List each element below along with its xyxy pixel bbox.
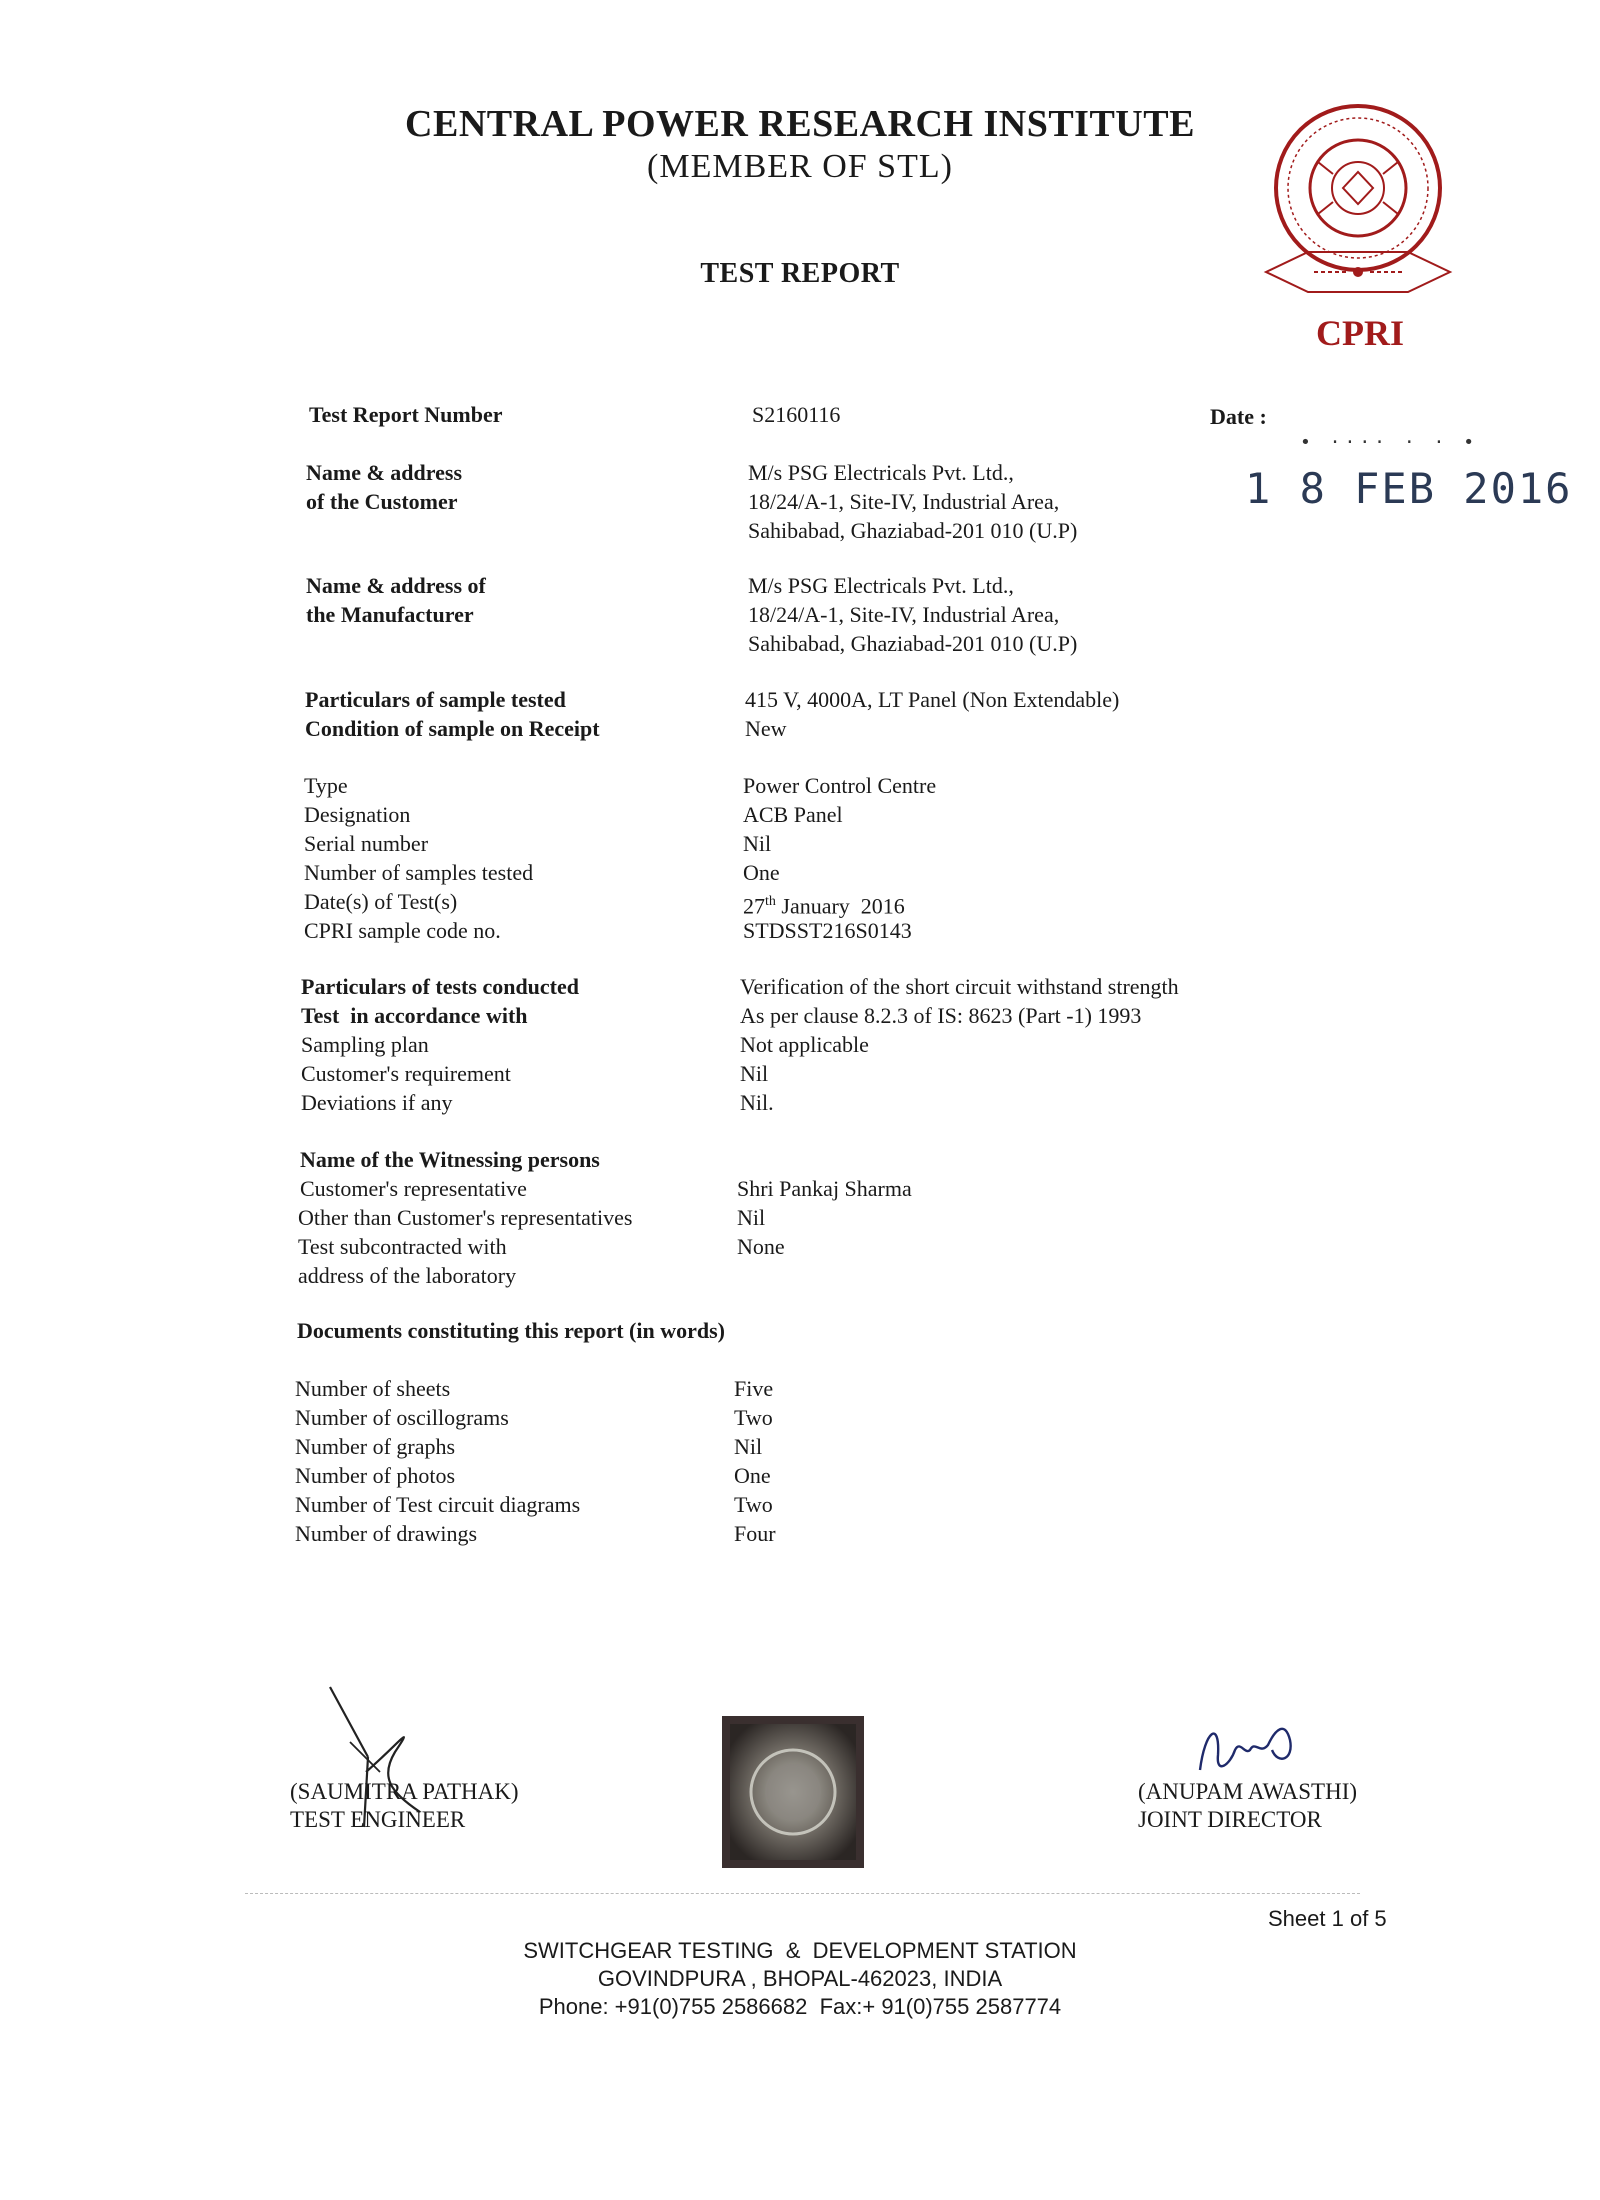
- graphs-value: Nil: [734, 1434, 763, 1459]
- condition-value: New: [745, 716, 787, 741]
- footer-divider: [245, 1893, 1360, 1894]
- member-subtitle: (MEMBER OF STL): [647, 148, 953, 185]
- joint-director-name: (ANUPAM AWASTHI): [1138, 1779, 1358, 1804]
- designation-label: Designation: [304, 802, 411, 827]
- tests-conducted-value: Verification of the short circuit withstand strength: [740, 974, 1179, 999]
- test-engineer-name: (SAUMITRA PATHAK): [290, 1779, 519, 1804]
- test-accordance-value: As per clause 8.2.3 of IS: 8623 (Part -1) 1993: [740, 1003, 1142, 1028]
- test-engineer-title: TEST ENGINEER: [290, 1807, 466, 1832]
- customer-line-1: M/s PSG Electricals Pvt. Ltd.,: [748, 460, 1014, 485]
- witness-other-value: Nil: [737, 1205, 766, 1230]
- test-accordance-label: Test in accordance with: [301, 1003, 528, 1028]
- manufacturer-line-3: Sahibabad, Ghaziabad-201 010 (U.P): [748, 631, 1078, 656]
- customer-label-1: Name & address: [306, 460, 463, 485]
- cpri-logo-text: CPRI: [1316, 313, 1404, 353]
- serial-number-label: Serial number: [304, 831, 429, 856]
- hologram-seal: [722, 1716, 864, 1868]
- type-label: Type: [304, 773, 348, 798]
- customer-line-2: 18/24/A-1, Site-IV, Industrial Area,: [748, 489, 1060, 514]
- deviations-label: Deviations if any: [301, 1090, 453, 1115]
- manufacturer-line-2: 18/24/A-1, Site-IV, Industrial Area,: [748, 602, 1060, 627]
- manufacturer-line-1: M/s PSG Electricals Pvt. Ltd.,: [748, 573, 1014, 598]
- report-number-value: S2160116: [752, 402, 841, 427]
- circuit-diagrams-label: Number of Test circuit diagrams: [295, 1492, 581, 1517]
- deviations-value: Nil.: [740, 1090, 774, 1115]
- designation-value: ACB Panel: [743, 802, 843, 827]
- condition-label: Condition of sample on Receipt: [305, 716, 600, 741]
- footer-address: GOVINDPURA , BHOPAL-462023, INDIA: [597, 1966, 1003, 1991]
- witness-customer-value: Shri Pankaj Sharma: [737, 1176, 912, 1201]
- documents-heading: Documents constituting this report (in words): [297, 1318, 725, 1343]
- date-label: Date :: [1210, 404, 1267, 429]
- sampling-plan-label: Sampling plan: [301, 1032, 429, 1057]
- oscillograms-label: Number of oscillograms: [295, 1405, 509, 1430]
- joint-director-signature: [1190, 1710, 1300, 1780]
- test-date-label: Date(s) of Test(s): [304, 889, 458, 914]
- customer-requirement-value: Nil: [740, 1061, 769, 1086]
- oscillograms-value: Two: [734, 1405, 773, 1430]
- date-stamp: 1 8 FEB 2016: [1245, 464, 1573, 513]
- photos-label: Number of photos: [295, 1463, 456, 1488]
- tests-conducted-label: Particulars of tests conducted: [301, 974, 580, 999]
- test-date-day: 27: [743, 893, 765, 919]
- graphs-label: Number of graphs: [295, 1434, 456, 1459]
- witness-heading: Name of the Witnessing persons: [300, 1147, 600, 1172]
- footer-contact: Phone: +91(0)755 2586682 Fax:+ 91(0)755 2587774: [538, 1994, 1062, 2019]
- samples-tested-value: One: [743, 860, 780, 885]
- witness-other-label: Other than Customer's representatives: [298, 1205, 633, 1230]
- drawings-value: Four: [734, 1521, 776, 1546]
- joint-director-title: JOINT DIRECTOR: [1138, 1807, 1322, 1832]
- sample-code-label: CPRI sample code no.: [304, 918, 501, 943]
- manufacturer-label-1: Name & address of: [306, 573, 486, 598]
- witness-customer-label: Customer's representative: [300, 1176, 527, 1201]
- footer-station: SWITCHGEAR TESTING & DEVELOPMENT STATION: [523, 1938, 1077, 1963]
- report-number-label: Test Report Number: [309, 402, 503, 427]
- customer-requirement-label: Customer's requirement: [301, 1061, 511, 1086]
- sheet-number: Sheet 1 of 5: [1268, 1906, 1387, 1931]
- particulars-value: 415 V, 4000A, LT Panel (Non Extendable): [745, 687, 1120, 712]
- drawings-label: Number of drawings: [295, 1521, 478, 1546]
- report-title: TEST REPORT: [700, 258, 900, 289]
- test-date-rest: January 2016: [775, 893, 905, 919]
- type-value: Power Control Centre: [743, 773, 937, 798]
- subcontracted-label: Test subcontracted with: [298, 1234, 507, 1259]
- samples-tested-label: Number of samples tested: [304, 860, 534, 885]
- photos-value: One: [734, 1463, 771, 1488]
- circuit-diagrams-value: Two: [734, 1492, 773, 1517]
- cpri-seal-logo: [1258, 102, 1458, 312]
- customer-label-2: of the Customer: [306, 489, 458, 514]
- institute-name: CENTRAL POWER RESEARCH INSTITUTE: [405, 103, 1195, 145]
- sheets-label: Number of sheets: [295, 1376, 451, 1401]
- subcontracted-value: None: [737, 1234, 785, 1259]
- sheets-value: Five: [734, 1376, 774, 1401]
- test-date-suffix: th: [765, 894, 776, 909]
- lab-address-label: address of the laboratory: [298, 1263, 517, 1288]
- particulars-label: Particulars of sample tested: [305, 687, 566, 712]
- date-stamp-dots: • ···· · · •: [1300, 432, 1479, 453]
- sample-code-value: STDSST216S0143: [743, 918, 912, 943]
- serial-number-value: Nil: [743, 831, 772, 856]
- manufacturer-label-2: the Manufacturer: [306, 602, 474, 627]
- customer-line-3: Sahibabad, Ghaziabad-201 010 (U.P): [748, 518, 1078, 543]
- sampling-plan-value: Not applicable: [740, 1032, 869, 1057]
